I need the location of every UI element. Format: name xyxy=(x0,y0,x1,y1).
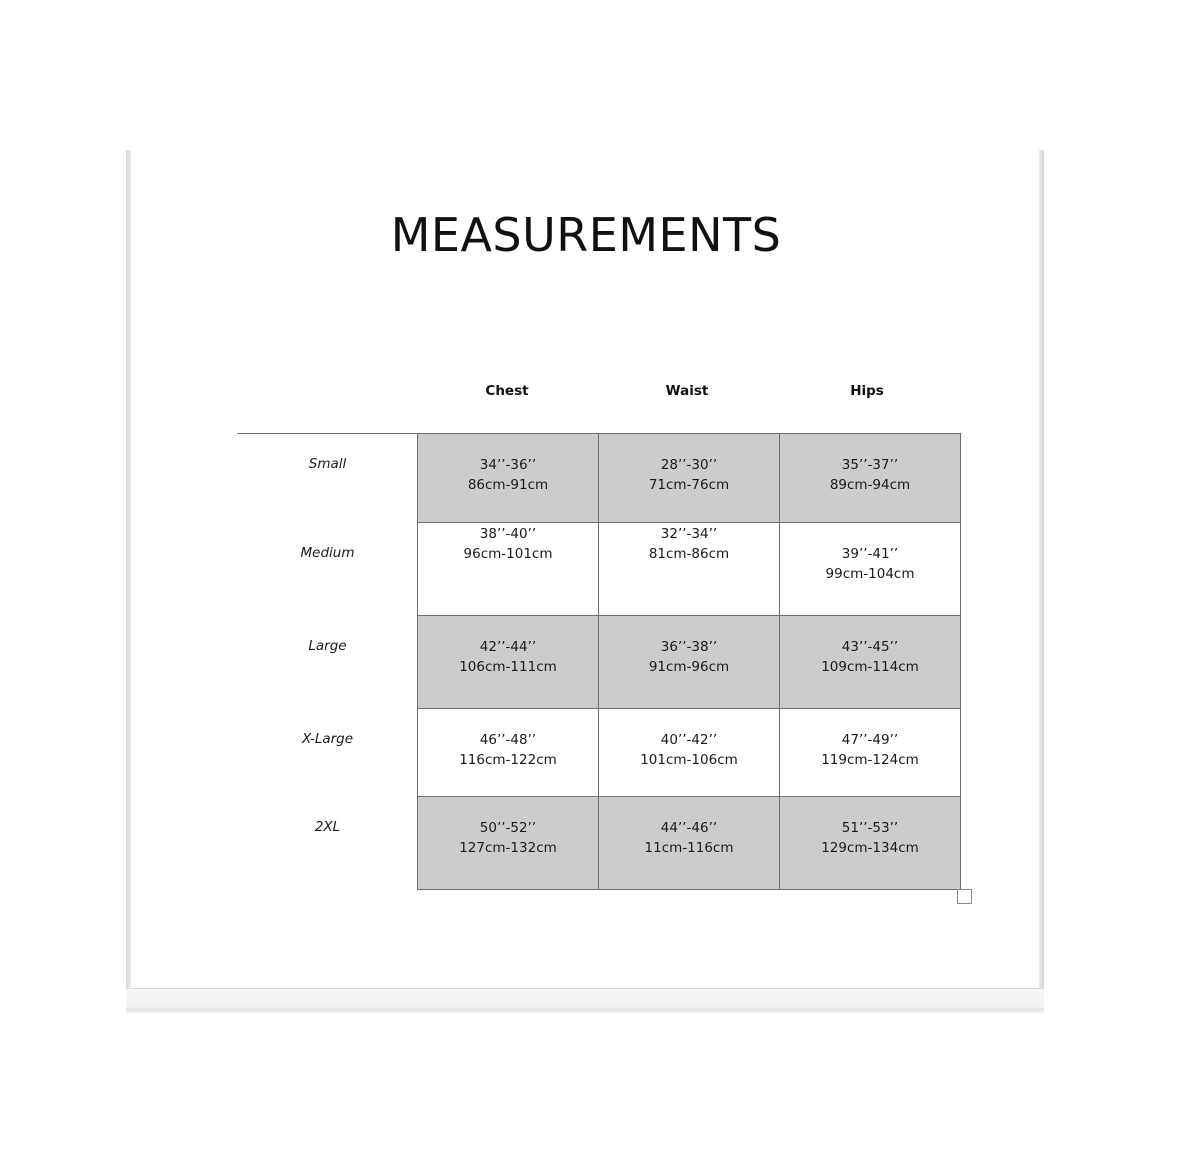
table-cell-x-large-waist[interactable] xyxy=(599,709,780,797)
cell-inches: 36’’-38’’ xyxy=(660,639,718,655)
table-cell-small-waist[interactable] xyxy=(599,434,780,523)
cell-inches: 42’’-44’’ xyxy=(479,639,537,655)
table-row xyxy=(418,523,961,616)
table-cell-large-waist[interactable] xyxy=(599,616,780,709)
cell-inches: 40’’-42’’ xyxy=(660,732,718,748)
table-cell-large-chest[interactable] xyxy=(418,616,599,709)
table-row xyxy=(418,797,961,890)
row-label-x-large: X-Large xyxy=(301,731,354,747)
table-row xyxy=(418,434,961,523)
table-cell-medium-waist[interactable] xyxy=(599,523,780,616)
row-label-large: Large xyxy=(308,638,347,654)
row-label-small: Small xyxy=(308,456,347,472)
page-bottom-gap xyxy=(126,989,1044,1014)
cell-inches: 47’’-49’’ xyxy=(841,732,899,748)
cell-cm: 11cm-116cm xyxy=(644,840,734,856)
table-cell-small-hips[interactable] xyxy=(780,434,961,523)
table-cell-medium-chest[interactable] xyxy=(418,523,599,616)
table-row xyxy=(418,616,961,709)
cell-inches: 35’’-37’’ xyxy=(841,457,899,473)
page-right-edge xyxy=(1039,150,1044,990)
column-header-chest: Chest xyxy=(485,383,529,399)
table-cell-large-hips[interactable] xyxy=(780,616,961,709)
cell-cm: 101cm-106cm xyxy=(640,752,738,768)
cell-inches: 38’’-40’’ xyxy=(479,526,537,542)
cell-inches: 50’’-52’’ xyxy=(479,820,537,836)
cell-inches: 34’’-36’’ xyxy=(479,457,537,473)
cell-inches: 44’’-46’’ xyxy=(660,820,718,836)
row-label-2xl: 2XL xyxy=(314,819,341,835)
page-title: MEASUREMENTS xyxy=(390,208,782,262)
cell-cm: 91cm-96cm xyxy=(648,659,730,675)
cell-cm: 119cm-124cm xyxy=(821,752,919,768)
cell-cm: 109cm-114cm xyxy=(821,659,919,675)
cell-inches: 32’’-34’’ xyxy=(660,526,718,542)
table-top-rule xyxy=(237,433,418,434)
cell-inches: 51’’-53’’ xyxy=(841,820,899,836)
cell-cm: 86cm-91cm xyxy=(467,477,549,493)
cell-cm: 127cm-132cm xyxy=(459,840,557,856)
cell-inches: 39’’-41’’ xyxy=(841,546,899,562)
cell-cm: 96cm-101cm xyxy=(463,546,553,562)
cell-inches: 46’’-48’’ xyxy=(479,732,537,748)
cell-cm: 106cm-111cm xyxy=(459,659,557,675)
table-cell-2xl-waist[interactable] xyxy=(599,797,780,890)
cell-cm: 129cm-134cm xyxy=(821,840,919,856)
row-label-medium: Medium xyxy=(300,545,355,561)
column-header-waist: Waist xyxy=(665,383,709,399)
cell-cm: 89cm-94cm xyxy=(829,477,911,493)
column-header-hips: Hips xyxy=(850,383,884,399)
cell-inches: 28’’-30’’ xyxy=(660,457,718,473)
measurements-table[interactable] xyxy=(417,433,961,890)
table-cell-medium-hips[interactable] xyxy=(780,523,961,616)
cell-cm: 81cm-86cm xyxy=(648,546,730,562)
cell-cm: 116cm-122cm xyxy=(459,752,557,768)
cell-inches: 43’’-45’’ xyxy=(841,639,899,655)
table-resize-handle[interactable] xyxy=(957,889,972,904)
cell-cm: 71cm-76cm xyxy=(648,477,730,493)
cell-cm: 99cm-104cm xyxy=(825,566,915,582)
table-cell-x-large-hips[interactable] xyxy=(780,709,961,797)
table-cell-2xl-hips[interactable] xyxy=(780,797,961,890)
table-row xyxy=(418,709,961,797)
table-cell-2xl-chest[interactable] xyxy=(418,797,599,890)
table-cell-x-large-chest[interactable] xyxy=(418,709,599,797)
table-cell-small-chest[interactable] xyxy=(418,434,599,523)
